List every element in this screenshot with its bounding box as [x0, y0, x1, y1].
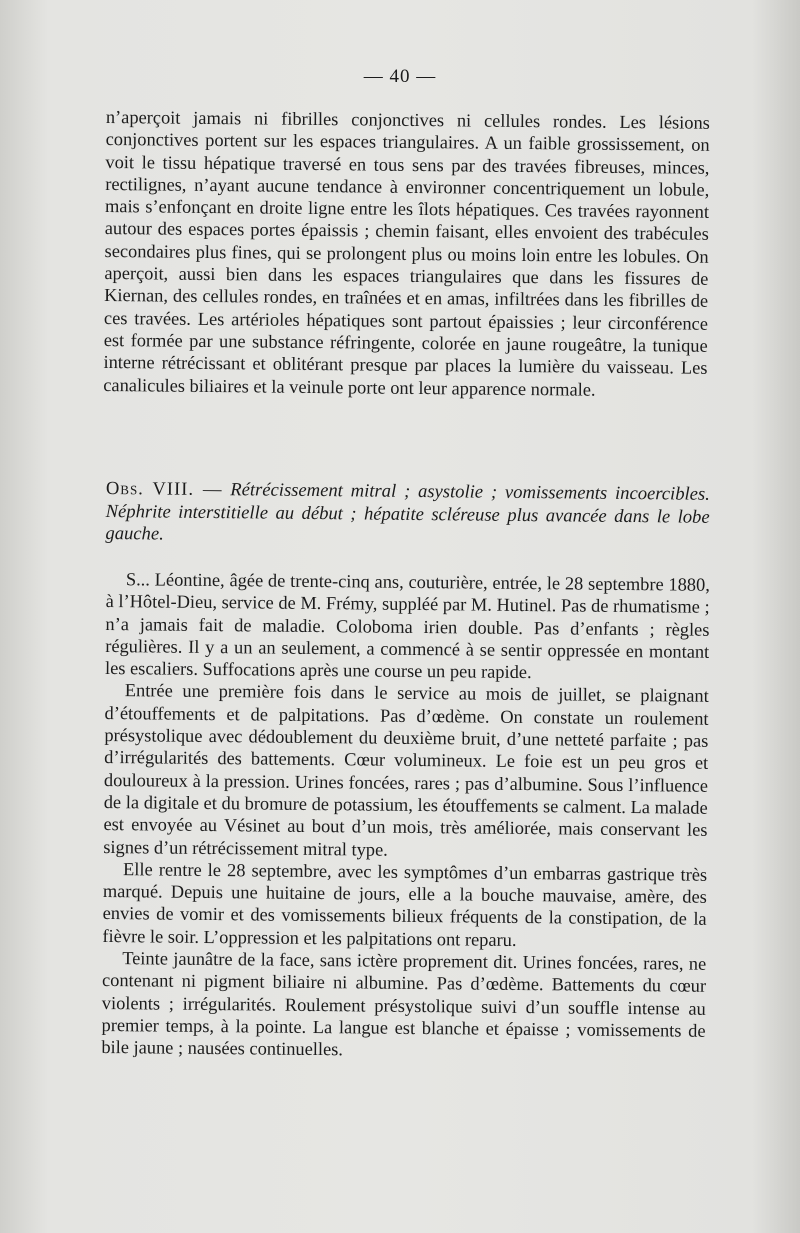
intro-paragraph: n’aperçoit jamais ni fibrilles conjonctives ni cellules rondes. Les lésions conjonctives portent sur les espaces triangulaires. A un faible grossissement, on voit le tissu hépatique traversé en tous sens par des travées fibreuses, minces, rectilignes, n’ayant aucune tendance à environner concentriquement un lobule, mais s’enfonçant en droite ligne entre les îlots hépatiques. Ces travées rayonnent autour des espaces portes épaissis ; chemin faisant, elles envoient des trabécules secondaires plus fines, qui se prolongent plus ou moins loin entre les lobules. On aperçoit, aussi bien dans les espaces triangulaires que dans les fissures de Kiernan, des cellules rondes, en traînées et en amas, infiltrées dans les fibrilles de ces travées. Les artérioles hépatiques sont partout épaissies ; leur circonférence est formée par une substance réfringente, colorée en jaune rougeâtre, la tunique interne rétrécissant et oblitérant presque par places la lumière du vaisseau. Les canalicules biliaires et la veinule porte ont leur apparence normale.	[103, 106, 710, 400]
case-paragraph-4: Teinte jaunâtre de la face, sans ictère proprement dit. Urines foncées, rares, ne contenant ni pigment biliaire ni albumine. Pas d’œdème. Battements du cœur violents ; irrégularités. Roulement présystolique suivi d’un souffle intense au premier temps, à la pointe. La langue est blanche et épaisse ; vomissements de bile jaune ; nausées continuelles.	[101, 948, 707, 1060]
case-report	[101, 568, 710, 1064]
case-paragraph-1: S... Léontine, âgée de trente-cinq ans, couturière, entrée, le 28 septembre 1880, à l’Hôtel-Dieu, service de M. Frémy, suppléé par M. Hutinel. Pas de rhumatisme ; n’a jamais fait de maladie. Coloboma irien double. Pas d’enfants ; règles régulières. Il y a un an seulement, a commencé à se sentir oppressée en montant les escaliers. Suffocations après une course un peu rapide.	[104, 569, 710, 683]
intro-paragraph-block	[103, 106, 710, 402]
observation-title: Rétrécissement mitral ; asystolie ; vomissements incoercibles. Néphrite interstitielle au début ; hépatite scléreuse plus avancée dans le lobe gauche.	[105, 479, 710, 545]
observation-heading	[105, 478, 710, 552]
observation-heading-line	[105, 478, 710, 552]
case-paragraph-3: Elle rentre le 28 septembre, avec les symptômes d’un embarras gastrique très marqué. Depuis une huitaine de jours, elle a la bouche mauvaise, amère, des envies de vomir et des vomissements bilieux fréquents de la constipation, de la fièvre le soir. L’oppression et les palpitations ont reparu.	[102, 859, 708, 950]
case-paragraph-2: Entrée une première fois dans le service au mois de juillet, se plaignant d’étouffements et de palpitations. Pas d’œdème. On constate un roulement présystolique avec dédoublement du deuxième bruit, d’une netteté parfaite ; pas d’irrégularités des battements. Cœur volumineux. Le foie est un peu gros et douloureux à la pression. Urines foncées, rares ; pas d’albumine. Sous l’influence de la digitale et du bromure de potassium, les étouffements se calment. La malade est envoyée au Vésinet au bout d’un mois, très améliorée, mais conservant les signes d’un rétrécissement mitral type.	[103, 680, 709, 860]
page-number: — 40 —	[363, 66, 437, 87]
observation-label: Obs. VIII. —	[105, 478, 223, 501]
